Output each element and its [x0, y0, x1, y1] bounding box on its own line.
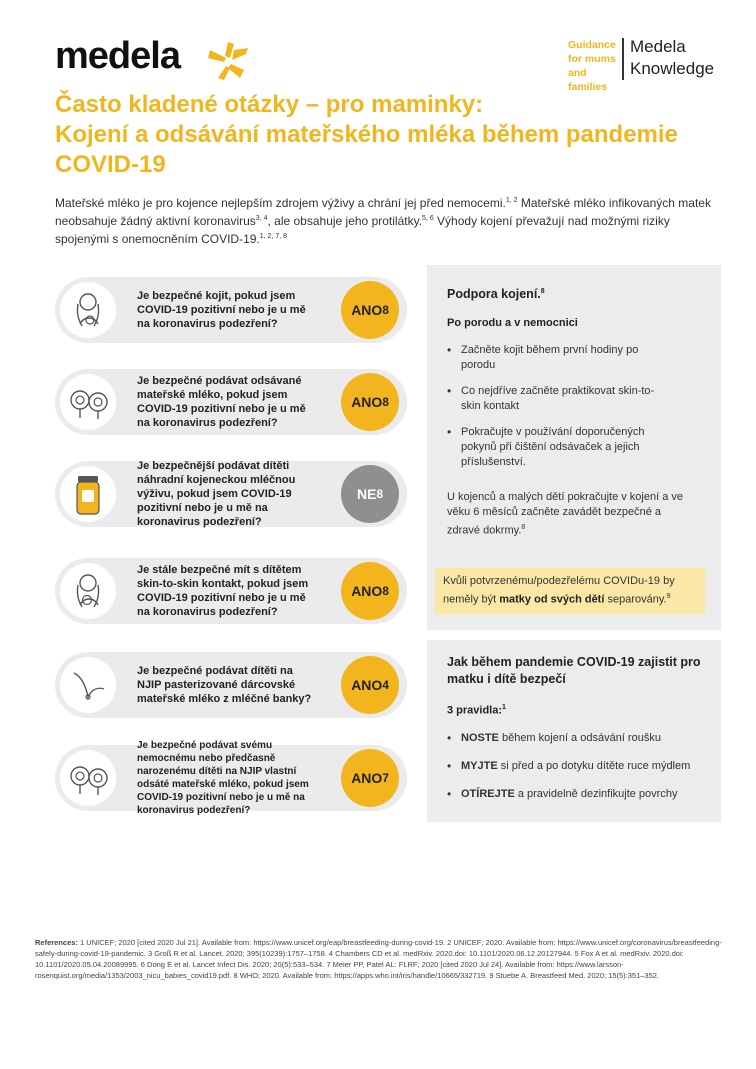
medela-flower-icon: [206, 40, 250, 82]
question-card: [55, 277, 407, 343]
highlight-text-2: separovány.: [604, 593, 667, 606]
support-title: [447, 283, 703, 303]
intro-ref-1: 1, 2: [505, 197, 518, 204]
rule-keyword: NOSTE: [461, 731, 499, 744]
rule-text: a pravidelně dezinfikujte povrchy: [514, 787, 678, 800]
intro-ref-3: 5, 6: [422, 215, 434, 222]
highlight-bold: matky od svých dětí: [499, 593, 605, 606]
support-subtitle: Po porodu a v nemocnici: [447, 317, 578, 330]
medela-knowledge: [630, 36, 714, 80]
answer-ref: 8: [376, 487, 383, 501]
intro-text-3: , ale obsahuje jeho protilátky.: [267, 214, 423, 228]
intro-text-4: Výhody kojení převažují nad možnými riziky spojenými s onemocněním COVID-19.: [55, 214, 670, 246]
answer-text: ANO: [351, 677, 383, 693]
support-paragraph-text: U kojenců a malých dětí pokračujte v kojení a ve věku 6 měsíců začněte zavádět bezpečné a zdravé dokrmy.: [447, 491, 684, 537]
title-line1: Často kladené otázky – pro maminky:: [55, 91, 484, 118]
breast-pump-icon: [60, 750, 116, 806]
question-text: Je bezpečné podávat dítěti na NJIP pasterizované dárcovské mateřské mléko z mléčné banky?: [137, 665, 312, 705]
support-paragraph: [447, 490, 687, 539]
intro-ref-4: 1, 2, 7, 8: [259, 233, 287, 240]
support-bullet: • Začněte kojit během první hodiny po porodu: [447, 343, 657, 373]
safety-rule: [447, 759, 701, 774]
formula-bottle-icon: [60, 466, 116, 522]
rule-text: během kojení a odsávání roušku: [498, 731, 661, 744]
question-card: [55, 369, 407, 435]
knowledge-line1: Medela: [630, 37, 686, 56]
question-text: Je stále bezpečné mít s dítětem skin-to-skin kontakt, pokud jsem COVID-19 pozitivní nebo je u mě na koronavirus podezření?: [137, 564, 309, 618]
answer-badge: [341, 281, 399, 339]
knowledge-line2: Knowledge: [630, 59, 715, 78]
rule-keyword: OTÍREJTE: [461, 787, 515, 800]
answer-badge: [341, 465, 399, 523]
page-title: [55, 90, 715, 180]
answer-badge: [341, 656, 399, 714]
rules-label-ref: 1: [502, 704, 506, 711]
highlight-text-1: Kvůli potvrzenému/podezřelému COVIDu-19 by neměly být: [443, 575, 675, 606]
separation-highlight: [435, 568, 705, 614]
answer-badge: [341, 749, 399, 807]
answer-ref: 8: [382, 303, 389, 317]
header-divider: [622, 38, 624, 80]
intro-ref-2: 3, 4: [255, 215, 268, 222]
rules-label: [447, 704, 701, 717]
safety-rule: [447, 731, 701, 746]
answer-ref: 4: [382, 678, 389, 692]
rule-text: si před a po dotyku dítěte ruce mýdlem: [497, 759, 691, 772]
answer-text: ANO: [351, 394, 383, 410]
rules-label-text: 3 pravidla:: [447, 704, 503, 717]
answer-text: ANO: [351, 770, 383, 786]
question-card: [55, 558, 407, 624]
question-card: [55, 652, 407, 718]
breastfeeding-mother-icon: [60, 282, 116, 338]
question-text: Je bezpečné podávat svému nemocnému nebo předčasně narozenému dítěti na NJIP vlastní odsáté mateřské mléko, pokud jsem COVID-19 pozitivní nebo je u mě na koronavirus podezření?: [137, 740, 309, 816]
support-bullet: • Co nejdříve začněte praktikovat skin-to-skin kontakt: [447, 384, 657, 414]
rule-keyword: MYJTE: [461, 759, 498, 772]
answer-badge: [341, 562, 399, 620]
safety-panel: [427, 640, 721, 822]
safety-rule: [447, 787, 701, 802]
references-label: References:: [35, 938, 78, 947]
skin-to-skin-icon: [60, 563, 116, 619]
intro-text-2: Mateřské mléko infikovaných matek neobsahuje žádný aktivní koronavirus: [55, 196, 711, 228]
question-card: [55, 461, 407, 527]
support-bullet: • Pokračujte v používání doporučených pokynů při čištění odsávaček a jejich příslušenství.: [447, 425, 657, 470]
title-line3: COVID-19: [55, 151, 166, 178]
answer-text: ANO: [351, 302, 383, 318]
answer-text: NE: [357, 486, 377, 502]
question-text: Je bezpečnější podávat dítěti náhradní kojeneckou mléčnou výživu, pokud jsem COVID-19 pozitivní nebo je u mě na koronavirus podezření?: [137, 460, 296, 528]
question-text: Je bezpečné kojit, pokud jsem COVID-19 pozitivní nebo je u mě na koronavirus podezření?: [137, 290, 306, 330]
guidance-label: Guidance for mums and families: [568, 39, 616, 93]
support-panel: [427, 265, 721, 630]
answer-badge: [341, 373, 399, 431]
breast-pump-icon: [60, 374, 116, 430]
answer-ref: 8: [382, 395, 389, 409]
support-title-text: Podpora kojení.: [447, 287, 541, 302]
title-line2: Kojení a odsávání mateřského mléka během pandemie: [55, 121, 678, 148]
medela-logo: medela: [55, 35, 180, 77]
highlight-ref: 9: [666, 593, 671, 600]
answer-ref: 8: [382, 584, 389, 598]
intro-paragraph: [55, 193, 715, 247]
references-text: 1 UNICEF; 2020 [cited 2020 Jul 21]. Available from: https://www.unicef.org/eap/breastfeeding-during-covid-19. 2 UNICEF; 2020. Available from: https://www.unicef.org/coronavirus/breastfeeding-safely-during-covid-19-pandemic. 3 Groß R et al. Lancet. 2020; 395(10239):1757–1758. 4 Chambers CD et al. medRxiv. 2020.doi: 10.1101/2020.06.12.20127944. 5 Fox A et al. medRxiv. 2020.doi: 10.1101/2020.05.04.20089995. 6 Dong E et al. Lancet Infect Dis. 2020; 20(5):533–534. 7 Meier PP, Patel AL: FLRF; 2020 [cited 2020 Jul 24]. Available from: https://www.larsson-rosenquist.org/media/1353/2003_nicu_babies_covid19.pdf. 8 WHO; 2020. Available from: https://apps.who.int/iris/handle/10665/332719. 9 Stuebe A. Breastfeed Med. 2020; 15(5):351–352.: [35, 938, 722, 980]
safety-title: Jak během pandemie COVID-19 zajistit pro matku i dítě bezpečí: [447, 655, 701, 686]
nipple-shield-icon: [60, 657, 116, 713]
references: [35, 937, 723, 981]
question-card: [55, 740, 407, 816]
support-paragraph-ref: 8: [521, 524, 526, 532]
answer-ref: 7: [382, 771, 389, 785]
answer-text: ANO: [351, 583, 383, 599]
question-text: Je bezpečné podávat odsávané mateřské mléko, pokud jsem COVID-19 pozitivní nebo je u mě na koronavirus podezření?: [137, 375, 306, 429]
support-title-ref: 8: [540, 288, 545, 295]
intro-text-1: Mateřské mléko je pro kojence nejlepším zdrojem výživy a chrání jej před nemocemi.: [55, 196, 506, 210]
